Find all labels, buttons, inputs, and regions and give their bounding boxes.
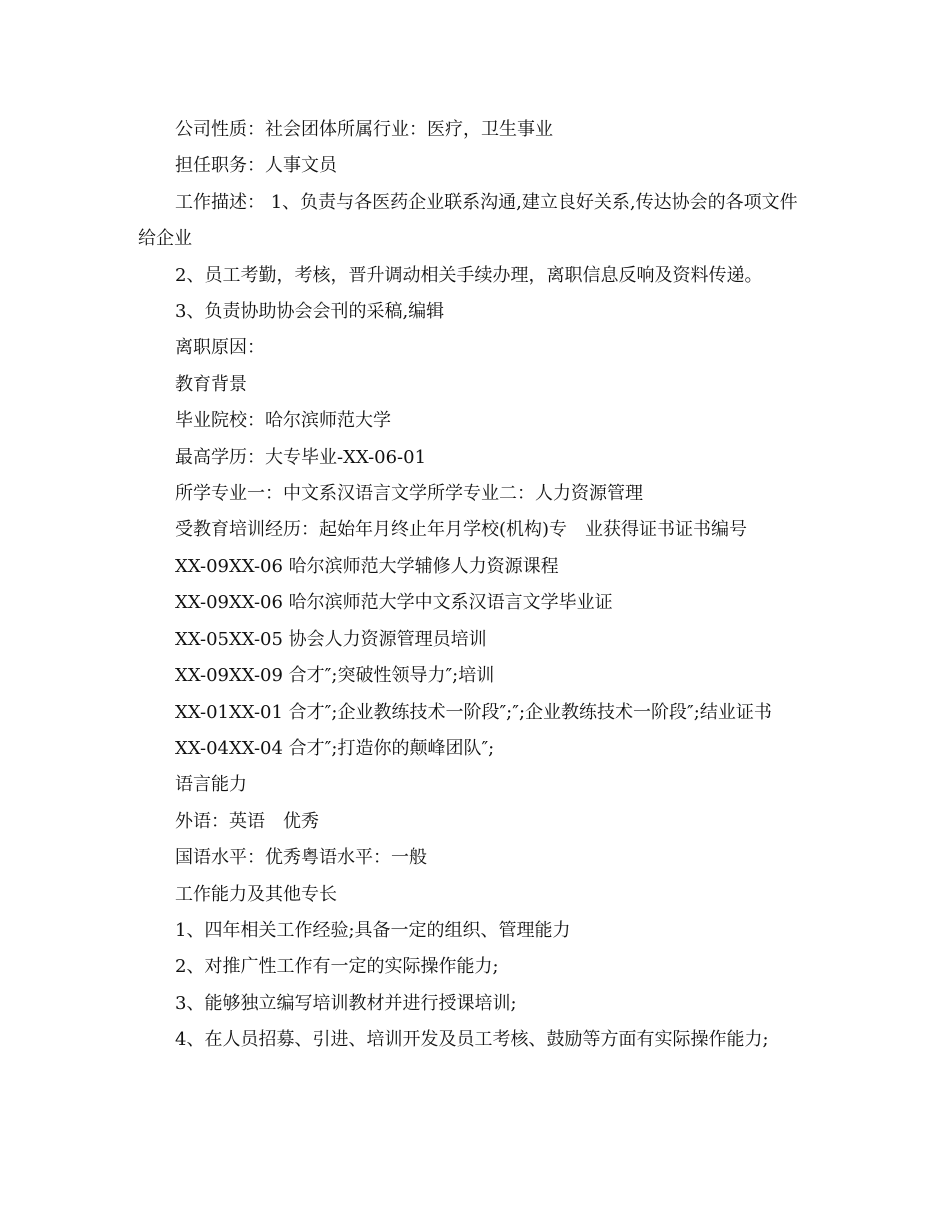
skill-item-1: 1、四年相关工作经验;具备一定的组织、管理能力: [175, 919, 571, 941]
training-entry: XX-05XX-05 协会人力资源管理员培训: [175, 628, 487, 650]
leave-reason-line: 离职原因：: [175, 337, 265, 359]
duty-item-3: 3、负责协助协会会刊的采稿,编辑: [175, 301, 445, 323]
duty-item-2: 2、员工考勤，考核，晋升调动相关手续办理，离职信息反响及资料传递。: [175, 264, 763, 286]
skill-item-4: 4、在人员招募、引进、培训开发及员工考核、鼓励等方面有实际操作能力;: [175, 1029, 769, 1051]
training-entry: XX-04XX-04 合才″;打造你的颠峰团队″;: [175, 737, 495, 759]
foreign-language-line: 外语：英语 优秀: [175, 810, 319, 832]
graduate-school-line: 毕业院校：哈尔滨师范大学: [175, 410, 391, 432]
training-entry: XX-09XX-09 合才″;突破性领导力″;培训: [175, 665, 495, 687]
training-entry: XX-09XX-06 哈尔滨师范大学辅修人力资源课程: [175, 555, 559, 577]
language-heading: 语言能力: [175, 774, 247, 796]
skill-item-2: 2、对推广性工作有一定的实际操作能力;: [175, 956, 499, 978]
training-entry: XX-01XX-01 合才″;企业教练技术一阶段″;″;企业教练技术一阶段″;结业证书: [175, 701, 772, 723]
majors-line: 所学专业一：中文系汉语言文学所学专业二：人力资源管理: [175, 483, 643, 505]
highest-degree-line: 最高学历：大专毕业-XX-06-01: [175, 446, 427, 468]
job-description-line: 工作描述： 1、负责与各医药企业联系沟通,建立良好关系,传达协会的各项文件给企业: [138, 191, 798, 250]
company-nature-line: 公司性质：社会团体所属行业：医疗，卫生事业: [175, 119, 553, 140]
document-body: [138, 112, 810, 1059]
position-line: 担任职务：人事文员: [175, 155, 337, 177]
skills-heading: 工作能力及其他专长: [175, 883, 337, 905]
skill-item-3: 3、能够独立编写培训教材并进行授课培训;: [175, 992, 517, 1014]
education-heading: 教育背景: [175, 373, 247, 395]
mandarin-cantonese-line: 国语水平：优秀粤语水平：一般: [175, 847, 427, 869]
training-entry: XX-09XX-06 哈尔滨师范大学中文系汉语言文学毕业证: [175, 592, 613, 614]
training-header-line: 受教育培训经历：起始年月终止年月学校(机构)专 业获得证书证书编号: [175, 519, 748, 541]
